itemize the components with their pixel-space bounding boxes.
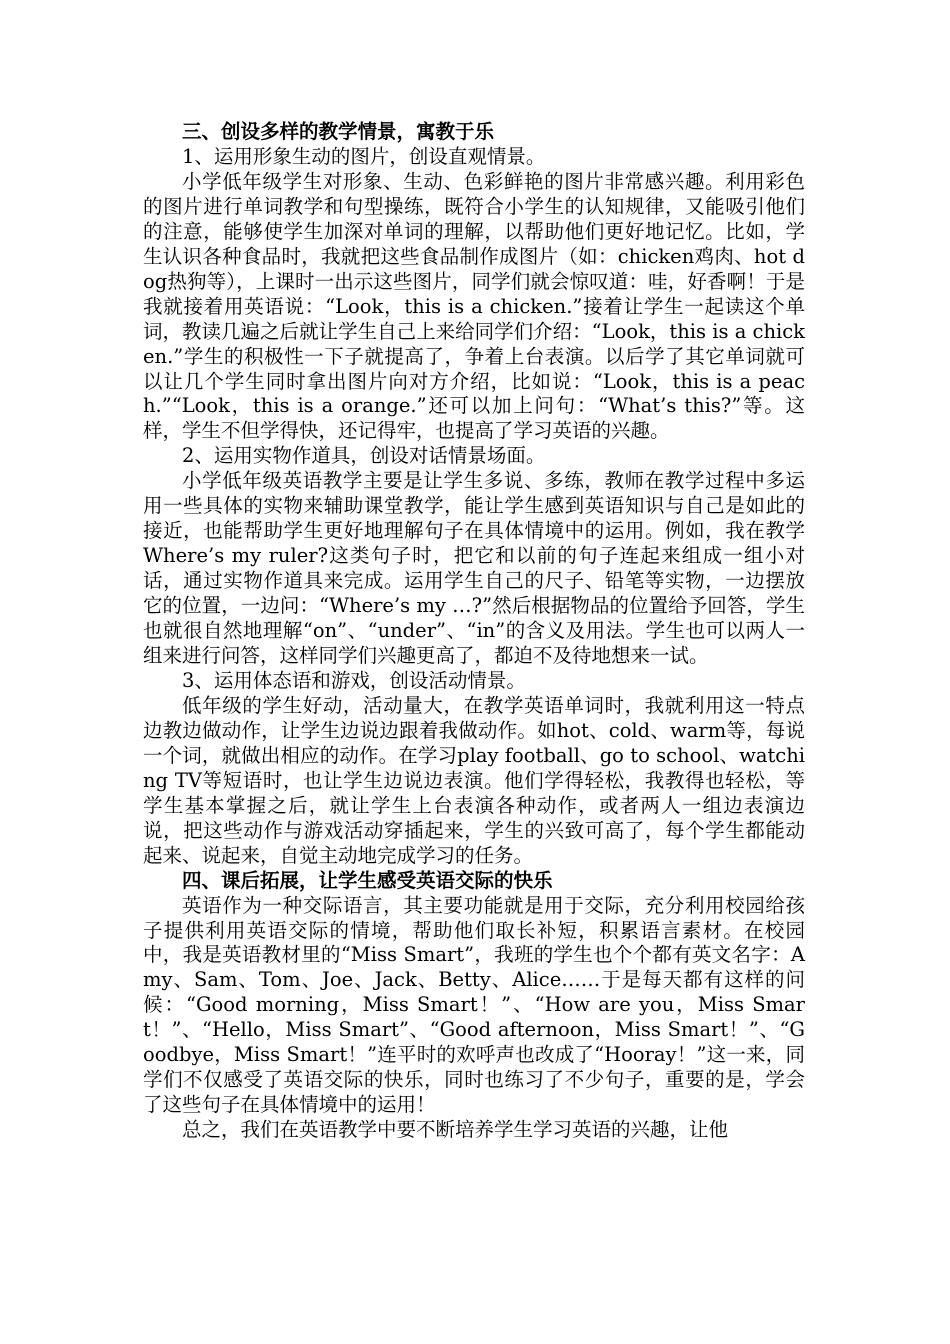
- paragraph-props: 小学低年级英语教学主要是让学生多说、多练，教师在教学过程中多运用一些具体的实物来辅助课堂教学，能让学生感到英语知识与自己是如此的接近，也能帮助学生更好地理解句子在具体情境中的运用。例如，我在教学Where’s my ruler?这类句子时，把它和以前的句子连起来组成一组小对话，通过实物作道具来完成。运用学生自己的尺子、铅笔等实物，一边摆放它的位置，一边问：“Where’s my …?”然后根据物品的位置给予回答，学生也就很自然地理解“on”、“under”、“in”的含义及用法。学生也可以两人一组来进行问答，这样同学们兴趣更高了，都迫不及待地想来一试。: [143, 469, 805, 668]
- document-body: [143, 120, 805, 1143]
- paragraph-communication: 英语作为一种交际语言，其主要功能就是用于交际，充分利用校园给孩子提供利用英语交际的情境，帮助他们取长补短，积累语言素材。在校园中，我是英语教材里的“Miss Smart”，我班的学生也个个都有英文名字：Amy、Sam、Tom、Joe、Jack、Betty、Alice……于是每天都有这样的问候：“Good morning，Miss Smart！”、“How are you，Miss Smart！”、“Hello，Miss Smart”、“Good afternoon，Miss Smart！”、“Goodbye，Miss Smart！”连平时的欢呼声也改成了“Hooray！”这一来，同学们不仅感受了英语交际的快乐，同时也练习了不少句子，重要的是，学会了这些句子在具体情境中的运用！: [143, 893, 805, 1117]
- section-heading-3: 三、创设多样的教学情景，寓教于乐: [182, 120, 495, 143]
- subheading-pictures: 1、运用形象生动的图片，创设直观情景。: [182, 144, 546, 168]
- subheading-props: 2、运用实物作道具，创设对话情景场面。: [182, 444, 546, 468]
- paragraph-pictures: 小学低年级学生对形象、生动、色彩鲜艳的图片非常感兴趣。利用彩色的图片进行单词教学和句型操练，既符合小学生的认知规律，又能吸引他们的注意，能够使学生加深对单词的理解，以帮助他们更好地记忆。比如，学生认识各种食品时，我就把这些食品制作成图片（如：chicken鸡肉、hot dog热狗等），上课时一出示这些图片，同学们就会惊叹道：哇，好香啊！于是我就接着用英语说：“Look，this is a chicken.”接着让学生一起读这个单词，教读几遍之后就让学生自己上来给同学们介绍：“Look，this is a chicken.”学生的积极性一下子就提高了，争着上台表演。以后学了其它单词就可以让几个学生同时拿出图片向对方介绍，比如说：“Look，this is a peach.”“Look，this is a orange.”还可以加上问句：“What’s this?”等。这样，学生不但学得快，还记得牢，也提高了学习英语的兴趣。: [143, 169, 805, 443]
- section-heading-4: 四、课后拓展，让学生感受英语交际的快乐: [182, 868, 553, 892]
- subheading-gestures: 3、运用体态语和游戏，创设活动情景。: [182, 668, 526, 692]
- paragraph-gestures: 低年级的学生好动，活动量大，在教学英语单词时，我就利用这一特点边教边做动作，让学生边说边跟着我做动作。如hot、cold、warm等，每说一个词，就做出相应的动作。在学习play football、go to school、watching TV等短语时，也让学生边说边表演。他们学得轻松，我教得也轻松，等学生基本掌握之后，就让学生上台表演各种动作，或者两人一组边表演边说，把这些动作与游戏活动穿插起来，学生的兴致可高了，每个学生都能动起来、说起来，自觉主动地完成学习的任务。: [143, 693, 805, 867]
- paragraph-conclusion: 总之，我们在英语教学中要不断培养学生学习英语的兴趣，让他: [182, 1118, 729, 1142]
